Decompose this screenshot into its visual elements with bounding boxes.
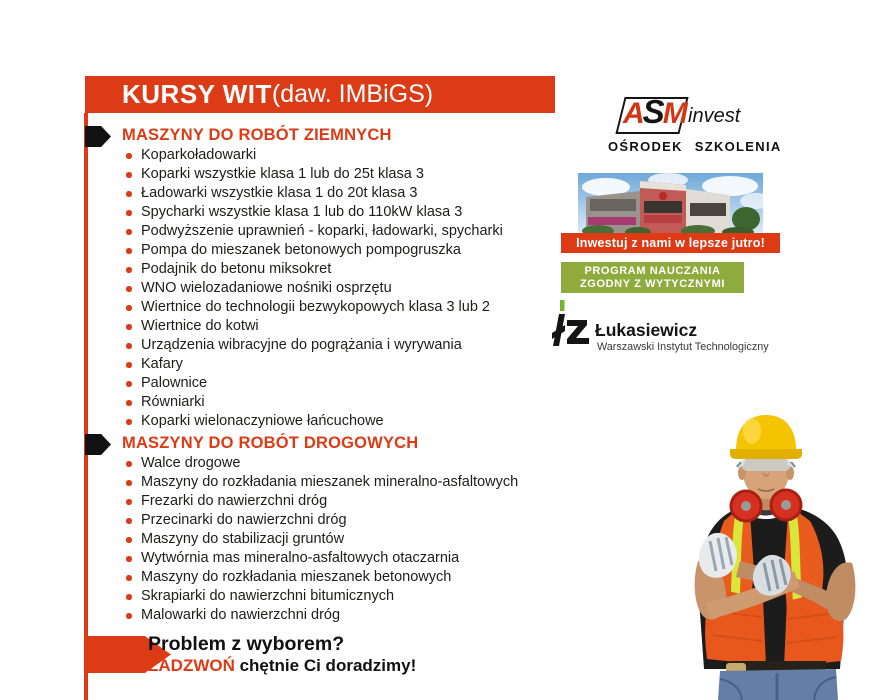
list-item: Urządzenia wibracyjne do pogrążania i wyrywania (122, 336, 503, 355)
list-item: Wiertnice do technologii bezwykopowych klasa 3 lub 2 (122, 298, 503, 317)
list-item: Maszyny do rozkładania mieszanek mineralno-asfaltowych (122, 473, 518, 492)
bullet-icon (126, 381, 132, 387)
section-arrow-icon (85, 126, 111, 147)
footer-call (148, 656, 416, 676)
list-item: Ładowarki wszystkie klasa 1 do 20t klasa 3 (122, 184, 503, 203)
bullet-icon (126, 172, 132, 178)
section-arrow-icon (85, 434, 111, 455)
bullet-icon (126, 594, 132, 600)
asm-subtitle: OŚRODEK SZKOLENIA (608, 139, 782, 154)
list-item: Koparki wielonaczyniowe łańcuchowe (122, 412, 503, 431)
bullet-icon (126, 210, 132, 216)
bullet-icon (126, 613, 132, 619)
bullet-icon (126, 324, 132, 330)
list-item: Pompa do mieszanek betonowych pompogruszka (122, 241, 503, 260)
list-item: Równiarki (122, 393, 503, 412)
list-item: Koparki wszystkie klasa 1 lub do 25t klasa 3 (122, 165, 503, 184)
header-banner (85, 76, 555, 113)
list-item: Maszyny do rozkładania mieszanek betonowych (122, 568, 518, 587)
invest-banner: Inwestuj z nami w lepsze jutro! (561, 233, 780, 253)
lukasiewicz-logo (545, 296, 790, 356)
program-banner-line1: PROGRAM NAUCZANIA (584, 264, 721, 277)
lukasiewicz-subtitle: Warszawski Instytut Technologiczny (597, 341, 769, 353)
bullet-icon (126, 305, 132, 311)
list-item: Maszyny do stabilizacji gruntów (122, 530, 518, 549)
bullet-icon (126, 362, 132, 368)
list-item: Wiertnice do kotwi (122, 317, 503, 336)
course-list-drogowe (122, 454, 518, 625)
bullet-icon (126, 537, 132, 543)
worker-photo (680, 411, 871, 700)
bullet-icon (126, 248, 132, 254)
left-accent-line (84, 113, 88, 700)
bullet-icon (126, 518, 132, 524)
bullet-icon (126, 191, 132, 197)
bullet-icon (126, 480, 132, 486)
lukasiewicz-name: Łukasiewicz (595, 320, 698, 340)
program-banner (561, 262, 744, 293)
building-photo (578, 173, 763, 234)
footer-call-rest: chętnie Ci doradzimy! (234, 656, 417, 675)
bullet-icon (126, 419, 132, 425)
section-title-ziemne: MASZYNY DO ROBÓT ZIEMNYCH (122, 126, 392, 144)
footer-question: Problem z wyborem? (148, 633, 345, 655)
list-item: WNO wielozadaniowe nośniki osprzętu (122, 279, 503, 298)
list-item: Walce drogowe (122, 454, 518, 473)
bullet-icon (126, 343, 132, 349)
list-item: Koparkoładowarki (122, 146, 503, 165)
list-item: Palownice (122, 374, 503, 393)
asm-invest-word: invest (688, 105, 741, 127)
bullet-icon (126, 461, 132, 467)
list-item: Frezarki do nawierzchni dróg (122, 492, 518, 511)
bullet-icon (126, 575, 132, 581)
asm-invest-logo (608, 94, 783, 156)
list-item: Podajnik do betonu miksokret (122, 260, 503, 279)
program-banner-line2: ZGODNY Z WYTYCZNYMI (579, 278, 726, 290)
list-item: Kafary (122, 355, 503, 374)
bullet-icon (126, 267, 132, 273)
page-title: KURSY WIT (122, 79, 272, 109)
asm-letters: ASM (623, 93, 686, 130)
list-item: Spycharki wszystkie klasa 1 lub do 110kW klasa 3 (122, 203, 503, 222)
bullet-icon (126, 499, 132, 505)
bullet-icon (126, 229, 132, 235)
lukasiewicz-mark-icon (551, 300, 595, 350)
course-list-ziemne (122, 146, 503, 431)
list-item: Malowarki do nawierzchni dróg (122, 606, 518, 625)
list-item: Podwyższenie uprawnień - koparki, ładowarki, spycharki (122, 222, 503, 241)
bullet-icon (126, 400, 132, 406)
bullet-icon (126, 286, 132, 292)
bullet-icon (126, 556, 132, 562)
page-subtitle: (daw. IMBiGS) (271, 80, 434, 108)
footer-call-highlight: ZADZWOŃ (148, 656, 235, 675)
list-item: Wytwórnia mas mineralno-asfaltowych otaczarnia (122, 549, 518, 568)
list-item: Przecinarki do nawierzchni dróg (122, 511, 518, 530)
section-title-drogowe: MASZYNY DO ROBÓT DROGOWYCH (122, 434, 419, 452)
list-item: Skrapiarki do nawierzchni bitumicznych (122, 587, 518, 606)
bullet-icon (126, 153, 132, 159)
